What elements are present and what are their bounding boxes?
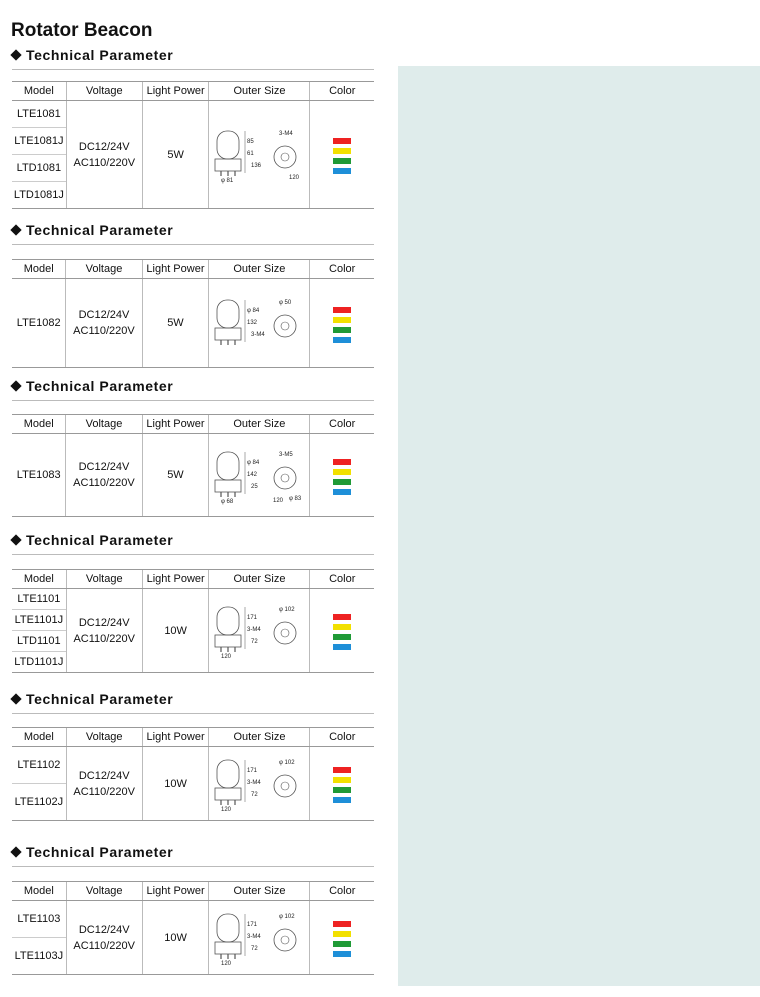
color-swatch [333,327,351,333]
column-header: Color [310,82,374,101]
section-title: Technical Parameter [26,378,174,394]
model-name: LTE1101J [12,610,66,631]
column-header: Outer Size [209,260,310,279]
color-swatch [333,634,351,640]
outer-size-drawing [209,597,309,661]
power-value: 5W [142,434,209,517]
dimension-label: 25 [251,483,259,490]
dimension-label: 72 [251,946,259,952]
diamond-bullet-icon [10,693,21,704]
dimension-label: 72 [251,792,259,798]
column-header: Model [12,882,66,901]
power-value: 5W [142,101,209,209]
color-cell [310,434,374,517]
dimension-label: 3-M4 [247,934,262,940]
divider [12,69,374,70]
spec-table [12,569,374,673]
dimension-label: 3-M4 [251,331,266,338]
outer-size-drawing [209,904,309,968]
column-header: Outer Size [209,728,310,747]
dimension-label: 72 [251,639,259,645]
dimension-label: 132 [247,319,258,326]
column-header: Voltage [66,260,142,279]
table-header-row [12,260,374,279]
section-heading [12,532,173,548]
outer-size-cell [209,279,310,368]
color-swatches [333,307,351,343]
color-swatch [333,489,351,495]
section-heading [12,47,173,63]
outer-size-cell [209,434,310,517]
voltage-value: AC110/220V [73,477,135,489]
color-cell [310,101,374,209]
page-title: Rotator Beacon [11,20,153,41]
color-swatch [333,614,351,620]
column-header: Light Power [142,415,209,434]
color-swatches [333,459,351,495]
model-cell [12,589,66,673]
column-header: Model [12,260,66,279]
column-header: Voltage [66,882,142,901]
voltage-value: DC12/24V [78,769,130,782]
column-header: Light Power [142,570,209,589]
voltage-value: AC110/220V [73,156,136,169]
outer-size-cell [209,747,310,821]
divider [12,713,374,714]
color-swatch [333,307,351,313]
model-cell [12,279,66,368]
dimension-label: φ 84 [247,459,260,466]
model-name: LTD1081J [13,189,64,201]
model-name: LTD1081 [12,155,66,182]
table-row [12,747,374,821]
table-header-row [12,728,374,747]
color-swatch [333,941,351,947]
dimension-label: φ 50 [279,299,292,306]
column-header: Light Power [142,728,209,747]
color-cell [310,747,374,821]
dimension-label: 120 [221,807,232,813]
color-swatches [333,767,351,803]
diamond-bullet-icon [10,49,21,60]
column-header: Voltage [66,82,142,101]
column-header: Color [310,728,374,747]
section-heading [12,691,173,707]
column-header: Light Power [142,882,209,901]
column-header: Outer Size [209,882,310,901]
color-swatch [333,767,351,773]
section-title: Technical Parameter [26,222,174,238]
voltage-cell [66,747,142,821]
power-value: 10W [142,589,209,673]
column-header: Model [12,728,66,747]
dimension-label: 171 [247,768,258,774]
column-header: Model [12,415,66,434]
dimension-label: 3-M4 [247,780,262,786]
color-swatch [333,168,351,174]
column-header: Model [12,82,66,101]
column-header: Color [310,260,374,279]
column-header: Color [310,570,374,589]
dimension-label: 3-M4 [279,131,294,137]
section-heading [12,844,173,860]
voltage-cell [66,901,142,975]
section-heading [12,222,173,238]
voltage-value: AC110/220V [73,785,135,798]
column-header: Voltage [66,570,142,589]
outer-size-cell [209,101,310,209]
model-name: LTE1082 [16,317,61,329]
model-cell [12,434,66,517]
voltage-value: DC12/24V [78,616,130,629]
outer-size-drawing [209,121,309,185]
voltage-cell [66,589,142,673]
diamond-bullet-icon [10,534,21,545]
dimension-label: 3-M5 [279,451,294,458]
dimension-label: 61 [247,151,255,157]
diamond-bullet-icon [10,224,21,235]
column-header: Color [310,415,374,434]
color-swatches [333,138,351,174]
dimension-label: φ 102 [279,914,296,920]
color-swatch [333,337,351,343]
model-cell [12,747,66,821]
spec-table [12,414,374,517]
dimension-label: 171 [247,615,258,621]
power-value: 10W [142,901,209,975]
spec-table [12,881,374,975]
dimension-label: 120 [273,497,284,504]
outer-size-cell [209,589,310,673]
color-swatch [333,797,351,803]
color-swatch [333,787,351,793]
color-swatches [333,614,351,650]
table-row [12,901,374,975]
divider [12,866,374,867]
voltage-value: AC110/220V [73,939,135,952]
dimension-label: 120 [289,175,300,181]
table-header-row [12,415,374,434]
dimension-label: 120 [221,654,232,660]
dimension-label: 120 [221,961,232,967]
model-name: LTD1101 [12,631,66,652]
table-row [12,589,374,673]
voltage-value: DC12/24V [78,461,130,473]
model-name: LTE1102J [14,796,64,808]
section-title: Technical Parameter [26,691,174,707]
dimension-label: φ 81 [221,178,234,184]
column-header: Model [12,570,66,589]
dimension-label: 171 [247,922,258,928]
color-cell [310,901,374,975]
voltage-cell [66,101,142,209]
column-header: Color [310,882,374,901]
diamond-bullet-icon [10,846,21,857]
table-row [12,434,374,517]
spec-table [12,727,374,821]
color-swatch [333,138,351,144]
color-swatch [333,459,351,465]
color-swatch [333,469,351,475]
divider [12,244,374,245]
color-swatch [333,931,351,937]
color-swatch [333,777,351,783]
color-cell [310,279,374,368]
color-swatch [333,479,351,485]
color-swatches [333,921,351,957]
dimension-label: φ 84 [247,307,260,314]
color-swatch [333,148,351,154]
dimension-label: φ 102 [279,607,296,613]
color-swatch [333,921,351,927]
column-header: Voltage [66,728,142,747]
divider [12,554,374,555]
dimension-label: φ 68 [221,498,234,505]
dimension-label: φ 83 [289,495,302,502]
spec-table [12,259,374,368]
section-heading [12,378,173,394]
power-value: 5W [142,279,209,368]
power-value: 10W [142,747,209,821]
model-cell [12,901,66,975]
column-header: Outer Size [209,570,310,589]
model-name: LTD1101J [14,656,64,668]
outer-size-cell [209,901,310,975]
voltage-value: DC12/24V [78,923,130,936]
table-row [12,101,374,209]
dimension-label: 136 [251,163,262,169]
outer-size-drawing [209,750,309,814]
model-name: LTE1081J [12,128,66,155]
outer-size-drawing [209,290,309,354]
color-cell [310,589,374,673]
voltage-value: DC12/24V [78,140,130,153]
model-name: LTE1103 [12,901,66,938]
column-header: Light Power [142,82,209,101]
column-header: Voltage [66,415,142,434]
color-swatch [333,158,351,164]
section-title: Technical Parameter [26,532,174,548]
column-header: Outer Size [209,415,310,434]
table-header-row [12,882,374,901]
table-row [12,279,374,368]
table-header-row [12,82,374,101]
color-swatch [333,644,351,650]
model-name: LTE1103J [14,950,64,962]
spec-table [12,81,374,209]
model-name: LTE1081 [12,101,66,128]
table-header-row [12,570,374,589]
divider [12,400,374,401]
column-header: Light Power [142,260,209,279]
model-name: LTE1102 [12,747,66,784]
voltage-value: AC110/220V [73,325,135,337]
dimension-label: 142 [247,471,258,478]
product-photo-panel [398,66,760,986]
section-title: Technical Parameter [26,844,174,860]
section-title: Technical Parameter [26,47,174,63]
dimension-label: 85 [247,139,255,145]
model-name: LTE1083 [16,469,61,481]
voltage-cell [66,279,142,368]
column-header: Outer Size [209,82,310,101]
dimension-label: 3-M4 [247,627,262,633]
color-swatch [333,951,351,957]
outer-size-drawing [209,442,309,506]
model-name: LTE1101 [12,589,66,610]
color-swatch [333,624,351,630]
model-cell [12,101,66,209]
voltage-value: AC110/220V [73,632,136,645]
voltage-cell [66,434,142,517]
dimension-label: φ 102 [279,760,296,766]
voltage-value: DC12/24V [78,309,130,321]
diamond-bullet-icon [10,380,21,391]
color-swatch [333,317,351,323]
